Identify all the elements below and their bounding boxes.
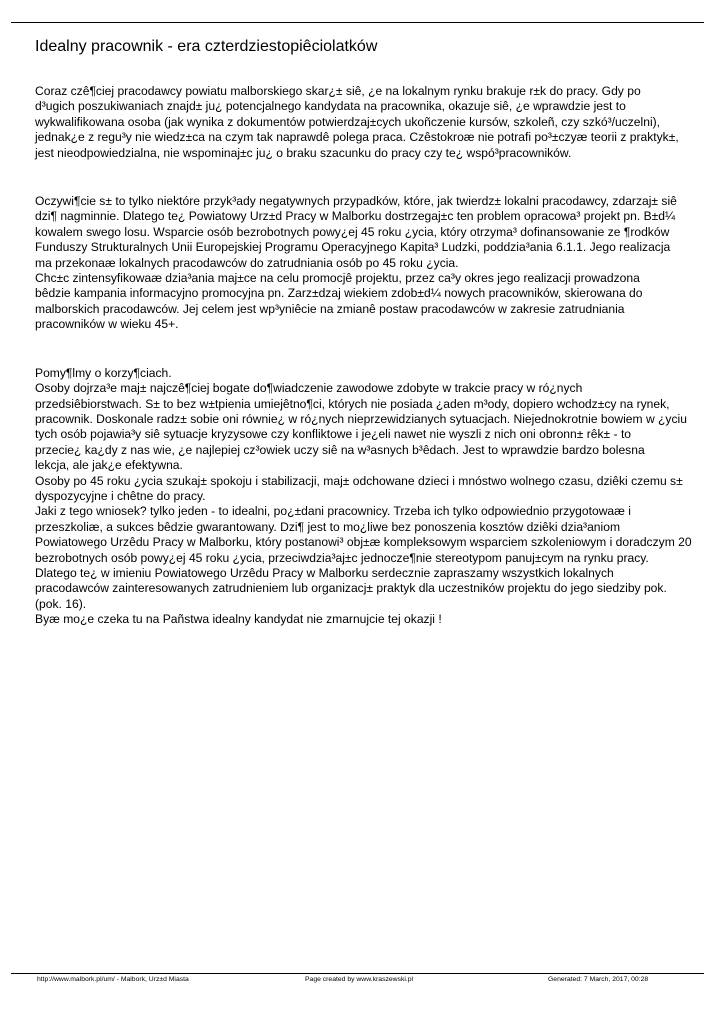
text-line: dyspozycyjne i chêtne do pracy. xyxy=(35,488,206,503)
bottom-divider xyxy=(11,973,704,974)
text-line: d³ugich poszukiwaniach znajd± ju¿ potencjalnego kandydata na pracownika, okazuje siê, ¿e wprawdzie jest to xyxy=(35,99,626,114)
top-divider xyxy=(11,22,704,23)
text-line: ma przekonaæ lokalnych pracodawców do zatrudniania osób po 45 roku ¿ycia. xyxy=(35,255,459,270)
text-line: Jaki z tego wniosek? tylko jeden - to idealni, po¿±dani pracownicy. Trzeba ich tylko odpowiednio przygotowaæ i xyxy=(35,504,631,519)
text-line: Pomy¶lmy o korzy¶ciach. xyxy=(35,365,172,380)
page-title: Idealny pracownik - era czterdziestopiêciolatków xyxy=(35,38,378,55)
text-line: Dlatego te¿ w imieniu Powiatowego Urzêdu Pracy w Malborku serdecznie zapraszamy wszystkich lokalnych xyxy=(35,565,614,580)
text-line: przedsiêbiorstwach. S± to bez w±tpienia umiejêtno¶ci, których nie posiada ¿aden m³ody, dopiero wchodz±cy na rynek, xyxy=(35,396,670,411)
text-line: pracownik. Doskonale radz± sobie oni równie¿ w ró¿nych nieprzewidzianych sytuacjach. Niejednokrotnie bowiem w ¿yciu xyxy=(35,411,687,426)
article-body xyxy=(35,84,705,628)
text-line: malborskich pracodawców. Jej celem jest wp³yniêcie na zmianê postaw pracodawców w zakresie zatrudniania xyxy=(35,301,625,316)
text-line: jest nieodpowiedzialna, nie wspominaj±c ju¿ o braku szacunku do pracy czy te¿ wspó³pracowników. xyxy=(35,145,572,160)
text-line: wykwalifikowana osoba (jak wynika z dokumentów potwierdzaj±cych ukoñczenie kursów, szkoleñ, czy szkó³/uczelni), xyxy=(35,114,661,129)
text-line: Osoby dojrza³e maj± najczê¶ciej bogate do¶wiadczenie zawodowe zdobyte w trakcie pracy w ró¿nych xyxy=(35,381,583,396)
footer-credit: Page created by www.kraszewski.pl xyxy=(305,976,414,983)
footer-source-link[interactable]: http://www.malbork.pl/um/ - Malbork, Urz±d Miasta xyxy=(37,976,189,983)
text-line: lekcja, ale jak¿e efektywna. xyxy=(35,458,183,473)
text-line: Powiatowego Urzêdu Pracy w Malborku, który postanowi³ obj±æ kompleksowym wsparciem szkoleniowym i doradczym 20 xyxy=(35,535,692,550)
text-line: bêdzie kampania informacyjno promocyjna pn. Zarz±dzaj wiekiem zdob±d¼ nowych pracowników, skierowana do xyxy=(35,286,643,301)
text-line: tych osób pojawia³y siê sytuacje kryzysowe czy konfliktowe i je¿eli nawet nie wyszli z nich oni obronn± rêk± - to xyxy=(35,427,632,442)
paragraph xyxy=(35,194,705,333)
text-line: Chc±c zintensyfikowaæ dzia³ania maj±ce na celu promocjê projektu, przez ca³y okres jego realizacji prowadzona xyxy=(35,271,640,286)
text-line: Oczywi¶cie s± to tylko niektóre przyk³ady negatywnych przypadków, które, jak twierdz± lokalni pracodawcy, zdarzaj± siê xyxy=(35,194,677,209)
paragraph xyxy=(35,84,705,161)
paragraph xyxy=(35,366,705,628)
text-line: Osoby po 45 roku ¿ycia szukaj± spokoju i stabilizacji, maj± odchowane dzieci i mnóstwo wolnego czasu, dziêki czemu s± xyxy=(35,473,683,488)
text-line: pracowników w wieku 45+. xyxy=(35,317,179,332)
text-line: jednak¿e z regu³y nie wiedz±ca na czym tak naprawdê polega praca. Czêstokroæ nie potrafi po³±czyæ teorii z praktyk±, xyxy=(35,130,679,145)
text-line: pracodawców zainteresowanych zatrudnieniem lub organizacj± praktyk dla uczestników projektu do jego siedziby pok. xyxy=(35,581,667,596)
text-line: Byæ mo¿e czeka tu na Pañstwa idealny kandydat nie zmarnujcie tej okazji ! xyxy=(35,612,442,627)
text-line: (pok. 16). xyxy=(35,596,87,611)
text-line: bezrobotnych osób powy¿ej 45 roku ¿ycia, przeciwdzia³aj±c jednocze¶nie stereotypom panuj±cym na rynku pracy. xyxy=(35,550,649,565)
footer-generated-date: Generated: 7 March, 2017, 00:28 xyxy=(548,976,649,983)
text-line: kowalem swego losu. Wsparcie osób bezrobotnych powy¿ej 45 roku ¿ycia, który otrzyma³ dofinansowanie ze ¶rodków xyxy=(35,224,670,239)
text-line: dzi¶ nagminnie. Dlatego te¿ Powiatowy Urz±d Pracy w Malborku dostrzegaj±c ten problem opracowa³ projekt pn. B±d¼ xyxy=(35,209,676,224)
text-line: Funduszy Strukturalnych Unii Europejskiej Programu Operacyjnego Kapita³ Ludzki, poddzia³ania 6.1.1. Jego realizacja xyxy=(35,240,671,255)
text-line: przeszkoliæ, a sukces bêdzie gwarantowany. Dzi¶ jest to mo¿liwe bez ponoszenia kosztów dziêki dzia³aniom xyxy=(35,519,621,534)
text-line: Coraz czê¶ciej pracodawcy powiatu malborskiego skar¿± siê, ¿e na lokalnym rynku brakuje r±k do pracy. Gdy po xyxy=(35,84,641,98)
text-line: przecie¿ ka¿dy z nas wie, ¿e najlepiej cz³owiek uczy siê na w³asnych b³êdach. Jest to wprawdzie bardzo bolesna xyxy=(35,442,645,457)
